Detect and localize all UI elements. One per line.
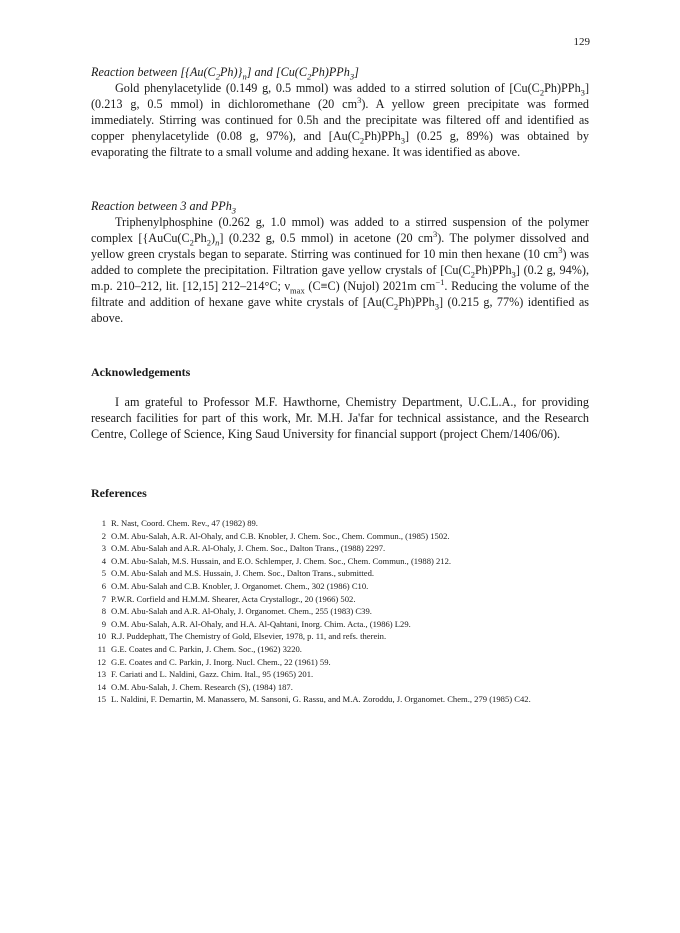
reference-number: 5 [101, 568, 106, 579]
references-list [91, 517, 589, 706]
section-reaction-3-pph3 [91, 198, 589, 326]
section-heading: Reaction between 3 and PPh$_3$ [91, 199, 237, 216]
page-number: 129 [573, 36, 590, 48]
reference-text: O.M. Abu-Salah, J. Chem. Research (S), (1984) 187. [111, 681, 293, 692]
reference-number: 4 [101, 555, 106, 566]
reference-number: 10 [97, 631, 106, 642]
acknowledgements-body: I am grateful to Professor M.F. Hawthorne, Chemistry Department, U.C.L.A., for providing research facilities for part of this work, Mr. M.H. Ja'far for technical assistance, and the Research Centre, College of Science, King Saud University for financial support (project Chem/1406/06). [91, 395, 589, 441]
reference-number: 6 [101, 580, 106, 591]
reference-item [91, 580, 589, 593]
reference-number: 3 [101, 543, 106, 554]
reference-number: 14 [97, 681, 106, 692]
reference-text: O.M. Abu-Salah, M.S. Hussain, and E.O. Schlemper, J. Chem. Soc., Chem. Commun., (1988) 212. [111, 555, 452, 566]
reference-text: G.E. Coates and C. Parkin, J. Inorg. Nucl. Chem., 22 (1961) 59. [111, 656, 331, 667]
reference-number: 13 [97, 669, 106, 680]
reference-number: 8 [101, 606, 106, 617]
references-heading: References [91, 486, 147, 500]
section-body: Gold phenylacetylide (0.149 g, 0.5 mmol) was added to a stirred solution of $[Cu(C_2Ph)PPh_3]$ (0.213 g, 0.5 mmol) in dichloromethane (20 $cm^3$). A yellow green precipitate was formed immediately. Stirring was continued for 0.5h and the precipitate was filtered off and identified as copper phenylacetylide (0.08 g, 97%), and $[Au(C_2Ph)PPh_3]$ (0.25 g, 89%) was obtained by evaporating the filtrate to a small volume and adding hexane. It was identified as above. [91, 81, 589, 159]
reference-item [91, 643, 589, 656]
reference-text: R.J. Puddephatt, The Chemistry of Gold, Elsevier, 1978, p. 11, and refs. therein. [111, 631, 387, 642]
acknowledgements-heading: Acknowledgements [91, 365, 191, 379]
reference-item [91, 517, 589, 530]
reference-text: O.M. Abu-Salah, A.R. Al-Ohaly, and C.B. Knobler, J. Chem. Soc., Chem. Commun., (1985) 1502. [111, 530, 450, 541]
reference-item [91, 668, 589, 681]
reference-item [91, 630, 589, 643]
reference-item [91, 542, 589, 555]
reference-item [91, 681, 589, 694]
reference-item [91, 567, 589, 580]
reference-item [91, 693, 589, 706]
reference-text: P.W.R. Corfield and H.M.M. Shearer, Acta Crystallogr., 20 (1966) 502. [111, 593, 356, 604]
reference-text: O.M. Abu-Salah and A.R. Al-Ohaly, J. Chem. Soc., Dalton Trans., (1988) 2297. [111, 543, 386, 554]
section-reaction-au-cu [91, 64, 589, 160]
reference-item [91, 593, 589, 606]
reference-text: O.M. Abu-Salah and A.R. Al-Ohaly, J. Organomet. Chem., 255 (1983) C39. [111, 606, 372, 617]
reference-number: 7 [101, 593, 106, 604]
reference-item [91, 605, 589, 618]
reference-number: 11 [97, 643, 106, 654]
section-body: Triphenylphosphine (0.262 g, 1.0 mmol) was added to a stirred suspension of the polymer complex [$\{AuCu(C_2Ph_2)_n]$ (0.232 g, 0.5 mmol) in acetone (20 $cm^3$). The polymer dissolved and yellow green crystals began to separate. Stirring was continued for 10 min then hexane (10 $cm^3$) was added to complete the precipitation. Filtration gave yellow crystals of $[Cu(C_2Ph)PPh_3]$ (0.2 g, 94%), m.p. 210–212, lit. [12,15] 212–214°C; $\nu_{max}$ (C≡C) (Nujol) 2021m $cm^{-1}$. Reducing the volume of the filtrate and addition of hexane gave white crystals of $[Au(C_2Ph)PPh_3]$ (0.215 g, 77%) identified as above. [91, 215, 590, 325]
reference-number: 9 [101, 618, 106, 629]
reference-item [91, 555, 589, 568]
reference-number: 2 [101, 530, 106, 541]
reference-item [91, 530, 589, 543]
acknowledgements-section [91, 364, 589, 442]
reference-number: 15 [97, 694, 106, 705]
reference-text: F. Cariati and L. Naldini, Gazz. Chim. Ital., 95 (1965) 201. [111, 669, 314, 680]
reference-number: 12 [97, 656, 106, 667]
reference-text: L. Naldini, F. Demartin, M. Manassero, M. Sansoni, G. Rassu, and M.A. Zoroddu, J. Organomet. Chem., 279 (1985) C42. [111, 694, 531, 705]
section-heading: Reaction between $[\{Au(C_2Ph)\}_n]$ and $[Cu(C_2Ph)PPh_3]$ [91, 65, 359, 82]
reference-text: O.M. Abu-Salah, A.R. Al-Ohaly, and H.A. Al-Qahtani, Inorg. Chim. Acta., (1986) L29. [111, 618, 411, 629]
reference-item [91, 618, 589, 631]
reference-text: O.M. Abu-Salah and C.B. Knobler, J. Organomet. Chem., 302 (1986) C10. [111, 580, 369, 591]
reference-text: R. Nast, Coord. Chem. Rev., 47 (1982) 89. [111, 518, 258, 528]
reference-text: O.M. Abu-Salah and M.S. Hussain, J. Chem. Soc., Dalton Trans., submitted. [111, 568, 375, 579]
reference-text: G.E. Coates and C. Parkin, J. Chem. Soc., (1962) 3220. [111, 643, 302, 654]
references-section [91, 485, 589, 501]
reference-item [91, 656, 589, 669]
reference-number: 1 [101, 518, 106, 528]
